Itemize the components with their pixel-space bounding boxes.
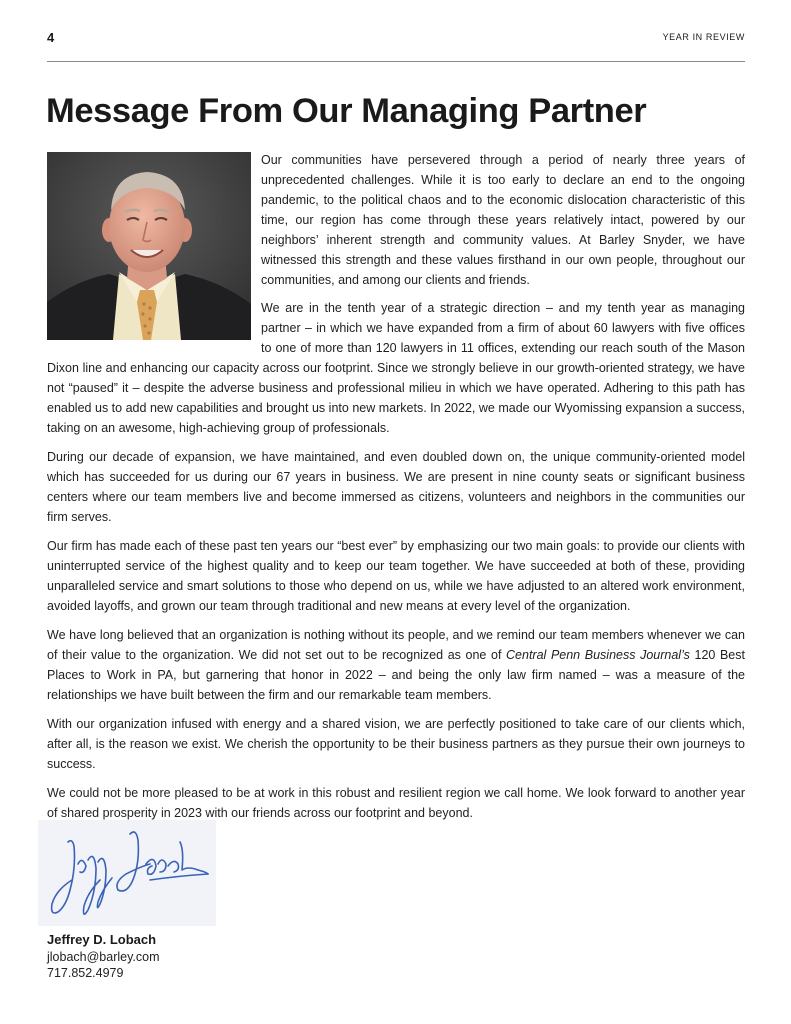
handwritten-signature-icon: [38, 820, 216, 926]
page-number: 4: [47, 30, 55, 45]
signatory-email[interactable]: jlobach@barley.com: [47, 950, 160, 964]
paragraph-4: Our firm has made each of these past ten years our “best ever” by emphasizing our two main goals: to provide our clients with uninterrupted service of the highest quality and to keep our team together. We have succeeded at both of these, providing unparalleled service and smart solutions to those who depend on us, while we have adjusted to an altered work environment, avoided layoffs, and grown our team through traditional and new means at every level of the organization.: [47, 539, 745, 613]
signature-strokes: [38, 820, 216, 926]
paragraph-3: During our decade of expansion, we have maintained, and even doubled down on, the unique community-oriented model which has succeeded for us during our 67 years in business. We are present in nine county seats or significant business centers where our team members live and become immersed as citizens, volunteers and neighbors in the communities our firm serves.: [47, 450, 745, 524]
paragraph-5: [47, 625, 745, 705]
paragraph-6: With our organization infused with energy and a shared vision, we are perfectly positioned to take care of our clients which, after all, is the reason we exist. We cherish the opportunity to be their business partners as they pursue their own journeys to success.: [47, 717, 745, 771]
header-divider: [47, 61, 745, 62]
portrait-photo: [47, 152, 251, 340]
page-title: Message From Our Managing Partner: [46, 92, 647, 130]
paragraph-1: Our communities have persevered through a period of nearly three years of unprecedented challenges. While it is too early to declare an end to the ongoing pandemic, to the political chaos and to the economic dislocation characteristic of this time, our region has come through these years relatively intact, powered by our neighbors’ inherent strength and community values. At Barley Snyder, we have witnessed this strength and these values firsthand in our own people, throughout our communities, and among our clients and friends.: [261, 153, 745, 287]
article-body: [47, 150, 745, 823]
paragraph-5-text-a: We have long believed that an organization is nothing without its people, and we remind our team members whenever we can of their value to the organization. We did not set out to be recognized as one of: [47, 628, 745, 662]
paragraph-5-text-b: 120 Best Places to Work in PA, but garnering that honor in 2022 – and being the only law firm named – was a measure of the relationships we have built between the firm and our remarkable team members.: [47, 648, 745, 702]
publication-name: Central Penn Business Journal’s: [506, 648, 690, 662]
page-header: [47, 30, 745, 50]
portrait-illustration: [47, 152, 251, 340]
paragraph-7: We could not be more pleased to be at work in this robust and resilient region we call home. We look forward to another year of shared prosperity in 2023 with our friends across our footprint and beyond.: [47, 786, 745, 820]
section-label: YEAR IN REVIEW: [662, 32, 745, 42]
signatory-phone[interactable]: 717.852.4979: [47, 966, 124, 980]
signatory-name: Jeffrey D. Lobach: [47, 932, 157, 947]
paragraph-2: We are in the tenth year of a strategic direction – and my tenth year as managing partner – in which we have expanded from a firm of about 60 lawyers with five offices to one of more than 120 lawyers in 11 offices, extending our reach south of the Mason Dixon line and enhancing our capacity across our footprint. Since we strongly believe in our growth-oriented strategy, we have not “paused” it – despite the adverse business and professional milieu in which we have operated. Adhering to this path has enabled us to add new capabilities and brought us into new markets. In 2022, we made our Wyomissing expansion a success, taking on an awesome, high-achieving group of professionals.: [47, 301, 745, 435]
